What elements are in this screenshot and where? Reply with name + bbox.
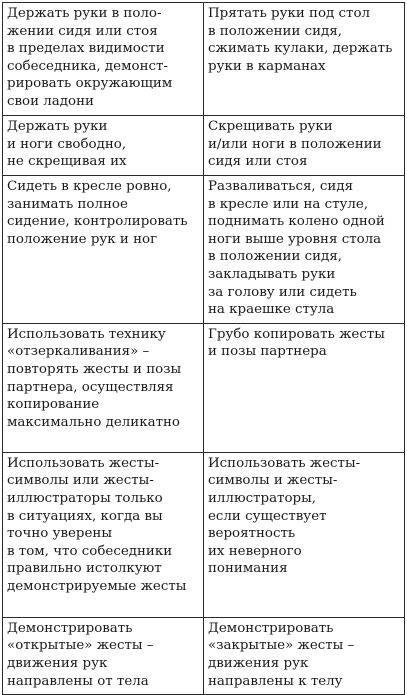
recommended-cell: Использовать технику «отзеркаливания» – повторять жесты и позы партнера, осуществляя копирование максимально деликатно: [3, 323, 204, 452]
not-recommended-cell: Демонстрировать «закрытые» жесты – движения рук направлены к телу: [204, 617, 405, 694]
recommended-cell: Сидеть в кресле ровно, занимать полное сидение, контролировать положение рук и ног: [3, 176, 204, 324]
not-recommended-cell: Скрещивать руки и/или ноги в положении сидя или стоя: [204, 116, 405, 176]
recommendations-table: [2, 2, 405, 695]
table-row: [3, 323, 405, 452]
recommended-cell: Использовать жесты- символы или жесты- иллюстраторы только в ситуациях, когда вы точно уверены в том, что собеседники правильно истолкуют демонстрируемые жесты: [3, 452, 204, 617]
recommended-cell: Держать руки в поло- жении сидя или стоя в пределах видимости собеседника, демонст- рировать окружающим свои ладони: [3, 3, 204, 116]
table-row: [3, 176, 405, 324]
not-recommended-cell: Использовать жесты- символы и жесты- иллюстраторы, если существует вероятность их неверного понимания: [204, 452, 405, 617]
table-row: [3, 452, 405, 617]
recommended-cell: Демонстрировать «открытые» жесты – движения рук направлены от тела: [3, 617, 204, 694]
table-row: [3, 116, 405, 176]
table-row: [3, 617, 405, 694]
recommended-cell: Держать руки и ноги свободно, не скрещивая их: [3, 116, 204, 176]
not-recommended-cell: Грубо копировать жесты и позы партнера: [204, 323, 405, 452]
not-recommended-cell: Прятать руки под стол в положении сидя, сжимать кулаки, держать руки в карманах: [204, 3, 405, 116]
table-row: [3, 3, 405, 116]
not-recommended-cell: Разваливаться, сидя в кресле или на стуле, поднимать колено одной ноги выше уровня стола в положении сидя, закладывать руки за голову или сидеть на краешке стула: [204, 176, 405, 324]
